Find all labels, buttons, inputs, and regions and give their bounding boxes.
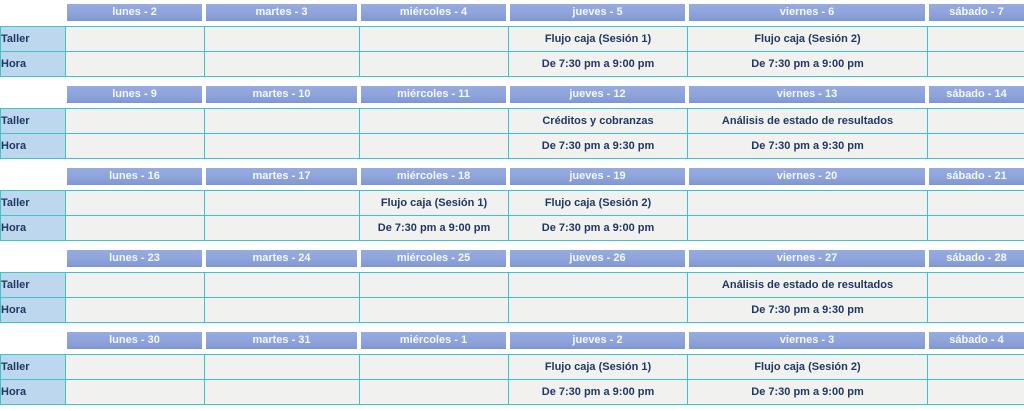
hora-cell: De 7:30 pm a 9:00 pm (509, 216, 688, 241)
hora-cell: De 7:30 pm a 9:00 pm (688, 380, 928, 405)
hora-row (1, 52, 1024, 77)
hora-cell (360, 380, 509, 405)
hora-cell (205, 216, 360, 241)
row-label-taller: Taller (1, 191, 66, 216)
taller-row (1, 273, 1024, 298)
hora-cell (688, 216, 928, 241)
day-header-miercoles: miércoles - 18 (361, 168, 506, 185)
day-header-lunes: lunes - 23 (67, 250, 202, 267)
hora-cell: De 7:30 pm a 9:00 pm (360, 216, 509, 241)
day-header-lunes: lunes - 2 (67, 4, 202, 21)
taller-cell (509, 273, 688, 298)
taller-cell: Flujo caja (Sesión 2) (688, 27, 928, 52)
taller-cell (66, 191, 205, 216)
taller-row (1, 355, 1024, 380)
hora-cell (66, 134, 205, 159)
taller-cell (360, 273, 509, 298)
taller-cell (928, 273, 1024, 298)
taller-cell (66, 273, 205, 298)
taller-cell: Análisis de estado de resultados (688, 109, 928, 134)
hora-cell (360, 298, 509, 323)
taller-cell (360, 355, 509, 380)
hora-cell: De 7:30 pm a 9:00 pm (509, 380, 688, 405)
hora-cell (66, 380, 205, 405)
taller-row (1, 109, 1024, 134)
header-spacer (0, 86, 65, 103)
taller-cell (205, 191, 360, 216)
hora-cell (205, 298, 360, 323)
hora-cell (928, 216, 1024, 241)
header-spacer (0, 332, 65, 349)
taller-cell (928, 27, 1024, 52)
hora-cell (928, 298, 1024, 323)
day-header-martes: martes - 17 (206, 168, 357, 185)
taller-cell: Flujo caja (Sesión 2) (688, 355, 928, 380)
hora-cell (928, 134, 1024, 159)
day-header-martes: martes - 10 (206, 86, 357, 103)
day-header-lunes: lunes - 30 (67, 332, 202, 349)
taller-cell (928, 109, 1024, 134)
day-header-miercoles: miércoles - 4 (361, 4, 506, 21)
day-header-miercoles: miércoles - 11 (361, 86, 506, 103)
week-block-2 (0, 86, 1024, 159)
week-5-grid (0, 354, 1024, 405)
row-label-hora: Hora (1, 298, 66, 323)
row-label-taller: Taller (1, 109, 66, 134)
day-header-sabado: sábado - 4 (929, 332, 1024, 349)
day-header-miercoles: miércoles - 25 (361, 250, 506, 267)
day-header-lunes: lunes - 16 (67, 168, 202, 185)
taller-cell (205, 273, 360, 298)
day-header-viernes: viernes - 20 (689, 168, 925, 185)
hora-cell (205, 134, 360, 159)
day-header-viernes: viernes - 27 (689, 250, 925, 267)
hora-row (1, 298, 1024, 323)
taller-row (1, 27, 1024, 52)
taller-cell (66, 355, 205, 380)
day-header-jueves: jueves - 2 (510, 332, 685, 349)
hora-cell (205, 52, 360, 77)
day-header-sabado: sábado - 7 (929, 4, 1024, 21)
day-header-sabado: sábado - 21 (929, 168, 1024, 185)
hora-cell (509, 298, 688, 323)
week-1-grid (0, 26, 1024, 77)
header-spacer (0, 250, 65, 267)
hora-cell: De 7:30 pm a 9:30 pm (688, 134, 928, 159)
day-header-lunes: lunes - 9 (67, 86, 202, 103)
week-1-header-row (0, 4, 1024, 21)
week-3-grid (0, 190, 1024, 241)
day-header-sabado: sábado - 14 (929, 86, 1024, 103)
row-label-taller: Taller (1, 355, 66, 380)
week-2-header-row (0, 86, 1024, 103)
day-header-viernes: viernes - 6 (689, 4, 925, 21)
taller-cell: Flujo caja (Sesión 1) (360, 191, 509, 216)
header-spacer (0, 168, 65, 185)
week-4-header-row (0, 250, 1024, 267)
week-block-3 (0, 168, 1024, 241)
taller-cell (66, 109, 205, 134)
hora-cell (928, 380, 1024, 405)
row-label-taller: Taller (1, 27, 66, 52)
day-header-martes: martes - 3 (206, 4, 357, 21)
taller-cell (205, 355, 360, 380)
hora-cell: De 7:30 pm a 9:30 pm (688, 298, 928, 323)
day-header-sabado: sábado - 28 (929, 250, 1024, 267)
day-header-jueves: jueves - 12 (510, 86, 685, 103)
day-header-jueves: jueves - 19 (510, 168, 685, 185)
header-spacer (0, 4, 65, 21)
taller-cell: Flujo caja (Sesión 1) (509, 27, 688, 52)
hora-cell (66, 216, 205, 241)
hora-cell (360, 134, 509, 159)
day-header-jueves: jueves - 5 (510, 4, 685, 21)
week-block-1 (0, 4, 1024, 77)
day-header-viernes: viernes - 13 (689, 86, 925, 103)
hora-cell: De 7:30 pm a 9:00 pm (688, 52, 928, 77)
taller-cell: Análisis de estado de resultados (688, 273, 928, 298)
taller-cell: Flujo caja (Sesión 1) (509, 355, 688, 380)
day-header-viernes: viernes - 3 (689, 332, 925, 349)
day-header-martes: martes - 24 (206, 250, 357, 267)
taller-cell (928, 355, 1024, 380)
taller-cell (205, 27, 360, 52)
hora-cell (360, 52, 509, 77)
taller-cell (205, 109, 360, 134)
taller-cell (360, 27, 509, 52)
taller-cell (928, 191, 1024, 216)
taller-cell (360, 109, 509, 134)
hora-cell: De 7:30 pm a 9:00 pm (509, 52, 688, 77)
hora-cell (928, 52, 1024, 77)
row-label-hora: Hora (1, 134, 66, 159)
hora-row (1, 380, 1024, 405)
day-header-martes: martes - 31 (206, 332, 357, 349)
taller-cell: Flujo caja (Sesión 2) (509, 191, 688, 216)
week-block-4 (0, 250, 1024, 323)
taller-cell (688, 191, 928, 216)
hora-cell (66, 298, 205, 323)
week-block-5 (0, 332, 1024, 405)
hora-cell (205, 380, 360, 405)
taller-row (1, 191, 1024, 216)
taller-cell: Créditos y cobranzas (509, 109, 688, 134)
row-label-taller: Taller (1, 273, 66, 298)
week-5-header-row (0, 332, 1024, 349)
day-header-jueves: jueves - 26 (510, 250, 685, 267)
week-3-header-row (0, 168, 1024, 185)
week-2-grid (0, 108, 1024, 159)
hora-cell: De 7:30 pm a 9:30 pm (509, 134, 688, 159)
taller-cell (66, 27, 205, 52)
row-label-hora: Hora (1, 216, 66, 241)
hora-row (1, 134, 1024, 159)
week-4-grid (0, 272, 1024, 323)
row-label-hora: Hora (1, 52, 66, 77)
day-header-miercoles: miércoles - 1 (361, 332, 506, 349)
hora-row (1, 216, 1024, 241)
hora-cell (66, 52, 205, 77)
row-label-hora: Hora (1, 380, 66, 405)
